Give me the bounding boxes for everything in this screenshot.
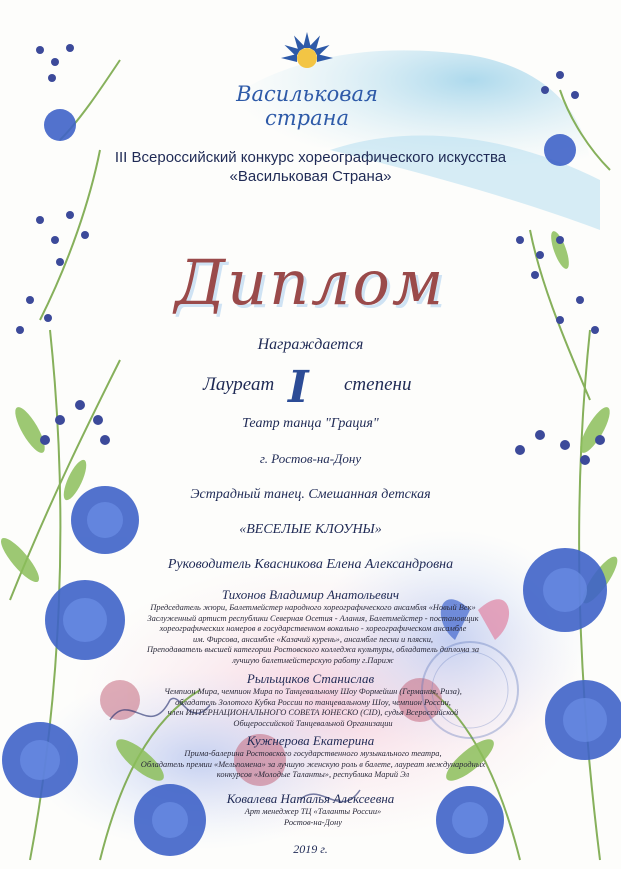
jury-desc-line: Чемпион Мира, чемпион Мира по Танцевальному Шоу Формейшн (Германия, Риза), bbox=[164, 687, 462, 696]
year: 2019 г. bbox=[293, 842, 328, 856]
jury-desc-line: Прима-балерина Ростовского государственного музыкального театра, bbox=[184, 749, 442, 758]
logo-line-2: страна bbox=[265, 106, 349, 130]
jury-name: Тихонов Владимир Анатольевич bbox=[221, 587, 400, 602]
laureate-suffix: степени bbox=[344, 374, 412, 395]
laureate-line bbox=[0, 362, 621, 413]
jury-name: Ковалева Наталья Алексеевна bbox=[226, 791, 395, 806]
jury-desc-line: член ИНТЕРНАЦИОНАЛЬНОГО СОВЕТА ЮНЕСКО (CID), судья Всероссийской bbox=[167, 708, 459, 718]
jury-desc-line: Председатель жюри, Балетмейстер народного хореографического ансамбля «Новый Век» bbox=[150, 603, 476, 612]
jury-desc-line: Общероссийской Танцевальной Организации bbox=[233, 718, 393, 728]
leader: Руководитель Квасникова Елена Александровна bbox=[167, 557, 454, 572]
city: г. Ростов-на-Дону bbox=[259, 451, 362, 466]
nomination: Эстрадный танец. Смешанная детская bbox=[190, 487, 431, 502]
diploma-title: Диплом bbox=[174, 246, 446, 319]
jury-description bbox=[108, 807, 518, 828]
logo-line-1: Васильковая bbox=[236, 82, 378, 106]
jury-desc-line: Обладатель премии «Мельпомена» за лучшую женскую роль в балете, лауреат международных bbox=[140, 759, 486, 769]
participant-name: Театр танца "Грация" bbox=[242, 416, 379, 431]
logo bbox=[222, 28, 392, 140]
jury-desc-line: лучшую балетмейстерскую работу г.Париж bbox=[232, 655, 394, 665]
contest-line-1: III Всероссийский конкурс хореографического искусства bbox=[114, 149, 507, 166]
jury-member-2 bbox=[0, 671, 621, 729]
awarded-label: Награждается bbox=[257, 336, 364, 353]
jury-name: Рыльщиков Станислав bbox=[246, 671, 375, 686]
jury-member-1 bbox=[0, 587, 621, 667]
logo-text bbox=[222, 82, 392, 130]
jury-desc-line: обладатель Золотого Кубка России по танцевальному Шоу, чемпион России, bbox=[175, 697, 451, 707]
jury-description bbox=[108, 749, 518, 781]
piece-title: «ВЕСЕЛЫЕ КЛОУНЫ» bbox=[239, 522, 382, 537]
laureate-prefix: Лауреат bbox=[203, 374, 275, 395]
laureate-degree: I bbox=[288, 362, 309, 413]
jury-member-3 bbox=[0, 733, 621, 781]
jury-description bbox=[108, 603, 518, 667]
jury-desc-line: конкурсов «Молодые Таланты», республика Марий Эл bbox=[216, 770, 410, 780]
jury-desc-line: им. Фирсова, ансамбле «Казачий курень», ансамбле песни и пляски, bbox=[193, 634, 433, 644]
jury-description bbox=[108, 687, 518, 729]
jury-desc-line: Преподаватель высшей категории Ростовского колледжа культуры, обладатель диплома за bbox=[146, 645, 480, 655]
jury-name: Кужнерова Екатерина bbox=[246, 733, 375, 748]
cornflower-logo-icon bbox=[222, 28, 392, 88]
contest-line-2: «Васильковая Страна» bbox=[229, 168, 392, 185]
jury-desc-line: Арт менеджер ТЦ «Таланты России» bbox=[244, 807, 382, 816]
jury-desc-line: Ростов-на-Дону bbox=[284, 817, 342, 827]
contest-title bbox=[0, 148, 621, 186]
jury-desc-line: хореографических номеров в государственном вокально - хореографическом ансамбле bbox=[159, 624, 467, 634]
jury-desc-line: Заслуженный артист республики Северная Осетия - Алания, Балетмейстер - постановщик bbox=[147, 613, 479, 623]
jury-member-4 bbox=[0, 791, 621, 828]
